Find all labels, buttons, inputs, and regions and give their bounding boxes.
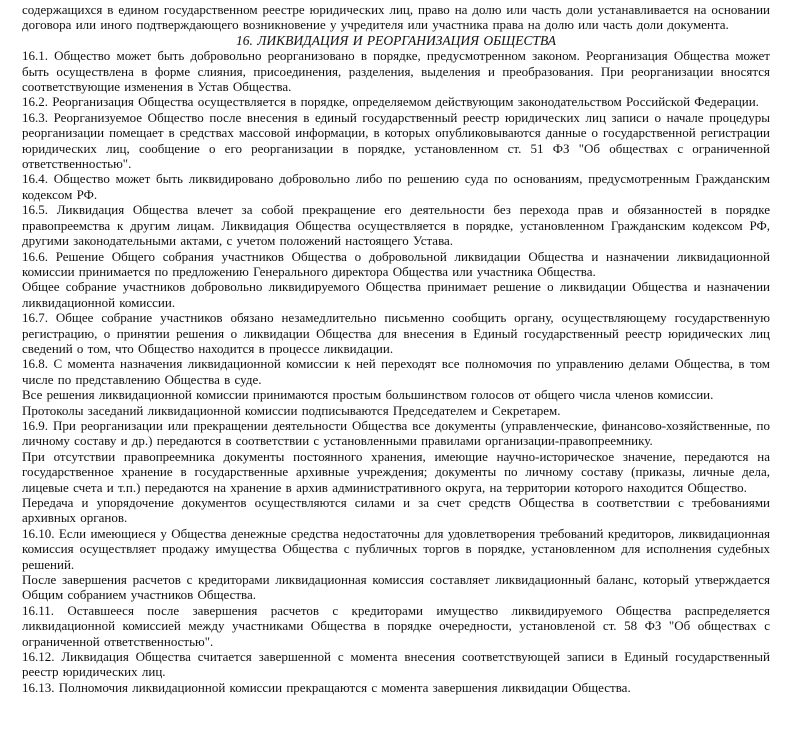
paragraph: Все решения ликвидационной комиссии принимаются простым большинством голосов от общего числа членов комиссии. [22,387,714,403]
paragraph: Общее собрание участников добровольно ликвидируемого Общества принимает решение о ликвидации Общества и назначении ликвидационной комиссии. [22,279,770,310]
paragraph: 16.7. Общее собрание участников обязано незамедлительно письменно сообщить органу, осуществляющему государственную регистрацию, о принятии решения о ликвидации Общества для внесения в Единый государственный реестр юридических лиц сведений о том, что Общество находится в процессе ликвидации. [22,310,770,356]
paragraph: 16.12. Ликвидация Общества считается завершенной с момента внесения соответствующей записи в Единый государственный реестр юридических лиц. [22,649,770,680]
paragraph: 16.8. С момента назначения ликвидационной комиссии к ней переходят все полномочия по управлению делами Общества, в том числе по представлению Общества в суде. [22,356,770,387]
paragraph: 16.13. Полномочия ликвидационной комиссии прекращаются с момента завершения ликвидации Общества. [22,679,631,695]
paragraph: 16.5. Ликвидация Общества влечет за собой прекращение его деятельности без перехода прав и обязанностей в порядке правопреемства к другим лицам. Ликвидация Общества осуществляется в порядке, установленном Гражданским кодексом РФ, другими законодательными актами, с учетом положений настоящего Устава. [22,202,770,249]
paragraph: 16.6. Решение Общего собрания участников Общества о добровольной ликвидации Общества и назначении ликвидационной комиссии принимается по предложению Генерального директора Общества или участника Общества. [22,248,770,279]
section-body [22,48,770,695]
paragraph: 16.9. При реорганизации или прекращении деятельности Общества все документы (управленческие, финансово-хозяйственные, по личному составу и др.) передаются в соответствии с установленными правилами организации-правопреемнику. [22,417,770,449]
paragraph: После завершения расчетов с кредиторами ликвидационная комиссия составляет ликвидационный баланс, который утверждается Общим собранием участников Общества. [22,572,770,603]
paragraph: 16.1. Общество может быть добровольно реорганизовано в порядке, предусмотренном законом. Реорганизация Общества может быть осуществлена в форме слияния, присоединения, разделения, выделения и преобразования. При реорганизации вносятся соответствующие изменения в Устав Общества. [22,48,770,95]
intro-paragraph-fragment: содержащихся в едином государственном реестре юридических лиц, право на долю или часть доли устанавливается на основании договора или иного подтверждающего возникновение у учредителя или участника права на долю или часть доли документа. [22,2,770,33]
paragraph: При отсутствии правопреемника документы постоянного хранения, имеющие научно-историческое значение, передаются на государственное хранение в государственные архивные учреждения; документы по личному составу (приказы, личные дела, лицевые счета и т.п.) передаются на хранение в архив административного округа, на территории которого находится Общество. [22,448,770,495]
paragraph: 16.3. Реорганизуемое Общество после внесения в единый государственный реестр юридических лиц записи о начале процедуры реорганизации помещает в средствах массовой информации, в которых опубликовываются данные о государственной регистрации юридических лиц, сообщение о его реорганизации в порядке, установленном ст. 51 ФЗ "Об обществах с ограниченной ответственностью". [22,109,770,172]
paragraph: 16.11. Оставшееся после завершения расчетов с кредиторами имущество ликвидируемого Общества распределяется ликвидационной комиссией между участниками Общества в порядке очередности, установленой ст. 58 ФЗ "Об обществах с ограниченной ответственностью". [22,602,770,649]
paragraph: Протоколы заседаний ликвидационной комиссии подписываются Председателем и Секретарем. [22,402,561,418]
paragraph: 16.10. Если имеющиеся у Общества денежные средства недостаточны для удовлетворения требований кредиторов, ликвидационная комиссия осуществляет продажу имущества Общества с публичных торгов в порядке, установленном для исполнения судебных решений. [22,525,770,572]
paragraph: Передача и упорядочение документов осуществляются силами и за счет средств Общества в соответствии с требованиями архивных органов. [22,495,770,526]
paragraph: 16.2. Реорганизация Общества осуществляется в порядке, определяемом действующим законодательством Российской Федерации. [22,94,759,110]
section-heading: 16. ЛИКВИДАЦИЯ И РЕОРГАНИЗАЦИЯ ОБЩЕСТВА [236,32,556,48]
paragraph: 16.4. Общество может быть ликвидировано добровольно либо по решению суда по основаниям, предусмотренным Гражданским кодексом РФ. [22,171,770,202]
